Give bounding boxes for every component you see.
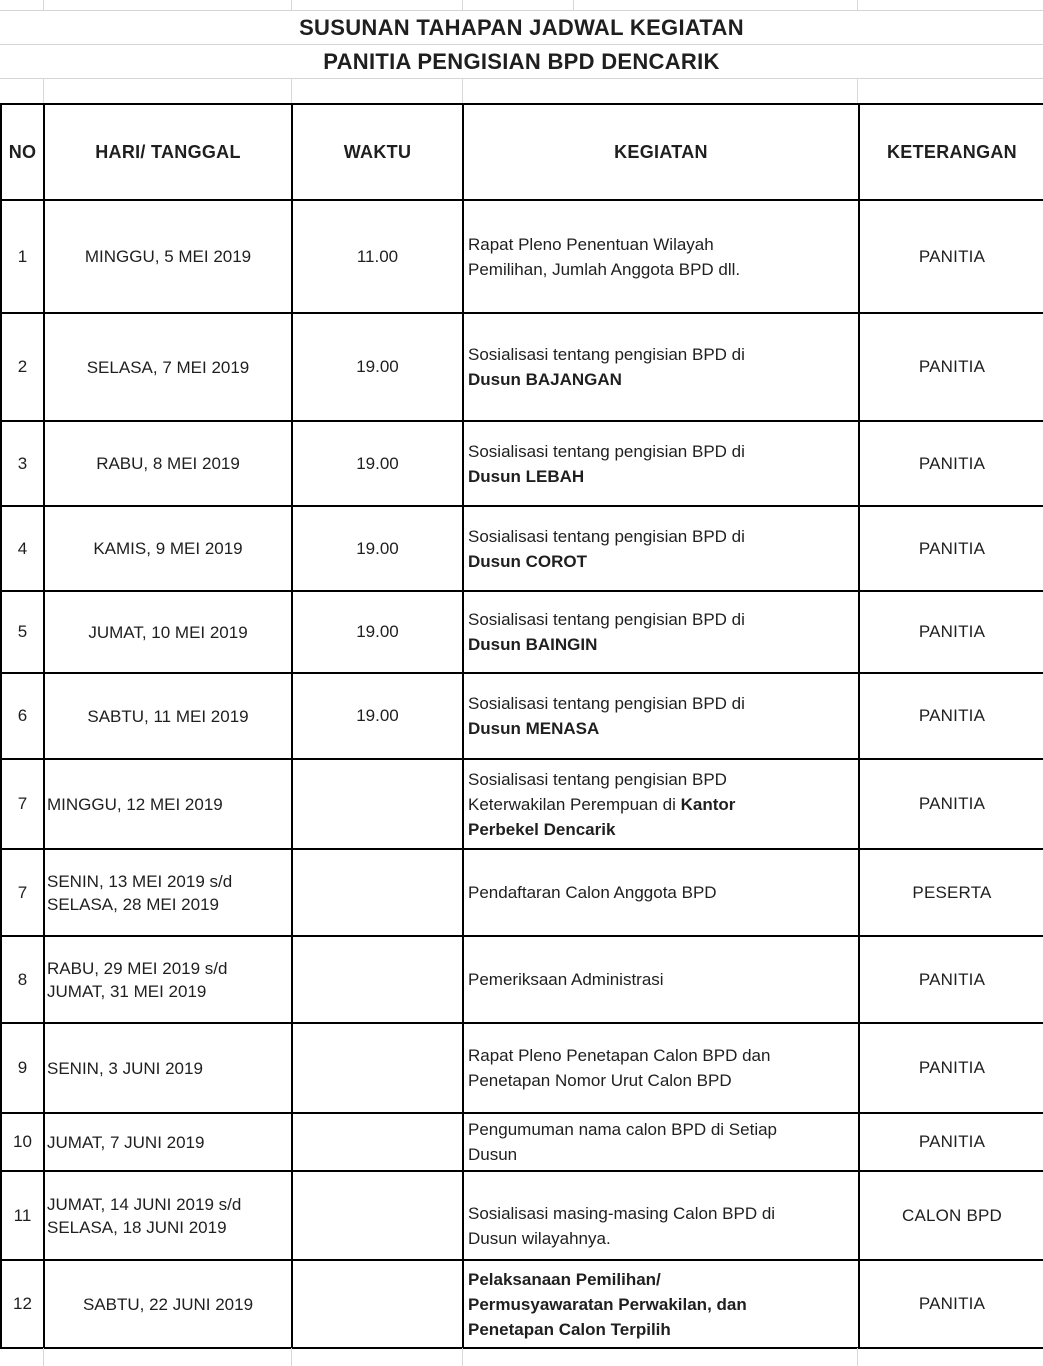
cell-kegiatan: Sosialisasi tentang pengisian BPD Keterwakilan Perempuan di Kantor Perbekel Dencarik: [463, 759, 859, 849]
col-header-hari-tanggal: HARI/ TANGGAL: [44, 104, 292, 200]
page-subtitle: PANITIA PENGISIAN BPD DENCARIK: [0, 45, 1043, 79]
col-header-kegiatan: KEGIATAN: [463, 104, 859, 200]
cell-waktu: 11.00: [292, 200, 463, 313]
cell-kegiatan: Pengumuman nama calon BPD di Setiap Dusun: [463, 1113, 859, 1171]
cell-hari-tanggal: RABU, 29 MEI 2019 s/d JUMAT, 31 MEI 2019: [44, 936, 292, 1023]
table-row: [1, 936, 1043, 1023]
cell-keterangan: PANITIA: [859, 200, 1043, 313]
cell-no: 2: [1, 313, 44, 421]
cell-keterangan: PANITIA: [859, 421, 1043, 506]
table-row: [1, 1113, 1043, 1171]
cell-keterangan: PANITIA: [859, 1113, 1043, 1171]
cell-kegiatan: Sosialisasi tentang pengisian BPD di Dusun BAJANGAN: [463, 313, 859, 421]
cell-kegiatan: Sosialisasi tentang pengisian BPD di Dusun COROT: [463, 506, 859, 591]
cell-hari-tanggal: JUMAT, 14 JUNI 2019 s/d SELASA, 18 JUNI 2019: [44, 1171, 292, 1260]
cell-waktu: [292, 1171, 463, 1260]
cell-kegiatan: Sosialisasi tentang pengisian BPD di Dusun BAINGIN: [463, 591, 859, 673]
cell-keterangan: PESERTA: [859, 849, 1043, 936]
cell-waktu: [292, 759, 463, 849]
cell-keterangan: PANITIA: [859, 591, 1043, 673]
cell-waktu: [292, 1023, 463, 1113]
cell-waktu: [292, 1260, 463, 1348]
cell-no: 5: [1, 591, 44, 673]
cell-keterangan: CALON BPD: [859, 1171, 1043, 1260]
cell-hari-tanggal: MINGGU, 5 MEI 2019: [44, 200, 292, 313]
cell-waktu: [292, 1113, 463, 1171]
cell-keterangan: PANITIA: [859, 759, 1043, 849]
cell-hari-tanggal: SABTU, 11 MEI 2019: [44, 673, 292, 759]
page-title: SUSUNAN TAHAPAN JADWAL KEGIATAN: [0, 11, 1043, 45]
cell-hari-tanggal: SELASA, 7 MEI 2019: [44, 313, 292, 421]
cell-hari-tanggal: SENIN, 3 JUNI 2019: [44, 1023, 292, 1113]
table-row: [1, 673, 1043, 759]
cell-kegiatan: Pemeriksaan Administrasi: [463, 936, 859, 1023]
cell-hari-tanggal: SABTU, 22 JUNI 2019: [44, 1260, 292, 1348]
cell-keterangan: PANITIA: [859, 313, 1043, 421]
cell-no: 7: [1, 849, 44, 936]
sheet-gridline-strip-bottom: [0, 1348, 1043, 1366]
cell-hari-tanggal: KAMIS, 9 MEI 2019: [44, 506, 292, 591]
cell-kegiatan: Sosialisasi tentang pengisian BPD di Dusun MENASA: [463, 673, 859, 759]
cell-waktu: 19.00: [292, 591, 463, 673]
cell-waktu: [292, 849, 463, 936]
cell-hari-tanggal: JUMAT, 10 MEI 2019: [44, 591, 292, 673]
cell-no: 9: [1, 1023, 44, 1113]
cell-waktu: 19.00: [292, 421, 463, 506]
cell-kegiatan: Sosialisasi tentang pengisian BPD di Dusun LEBAH: [463, 421, 859, 506]
schedule-table: [0, 103, 1043, 1349]
table-row: [1, 849, 1043, 936]
table-row: [1, 1260, 1043, 1348]
col-header-keterangan: KETERANGAN: [859, 104, 1043, 200]
cell-no: 7: [1, 759, 44, 849]
cell-hari-tanggal: MINGGU, 12 MEI 2019: [44, 759, 292, 849]
col-header-no: NO: [1, 104, 44, 200]
cell-kegiatan: Rapat Pleno Penetapan Calon BPD dan Penetapan Nomor Urut Calon BPD: [463, 1023, 859, 1113]
cell-no: 12: [1, 1260, 44, 1348]
table-row: [1, 421, 1043, 506]
table-row: [1, 506, 1043, 591]
cell-no: 1: [1, 200, 44, 313]
cell-no: 3: [1, 421, 44, 506]
table-row: [1, 200, 1043, 313]
cell-keterangan: PANITIA: [859, 506, 1043, 591]
schedule-table-body: [1, 200, 1043, 1348]
cell-waktu: [292, 936, 463, 1023]
table-row: [1, 759, 1043, 849]
cell-keterangan: PANITIA: [859, 936, 1043, 1023]
cell-no: 6: [1, 673, 44, 759]
cell-kegiatan: Sosialisasi masing-masing Calon BPD di Dusun wilayahnya.: [463, 1171, 859, 1260]
table-row: [1, 591, 1043, 673]
cell-hari-tanggal: SENIN, 13 MEI 2019 s/d SELASA, 28 MEI 2019: [44, 849, 292, 936]
cell-no: 8: [1, 936, 44, 1023]
cell-keterangan: PANITIA: [859, 1260, 1043, 1348]
cell-no: 11: [1, 1171, 44, 1260]
cell-waktu: 19.00: [292, 313, 463, 421]
sheet-gridline-strip-top: [0, 0, 1043, 11]
cell-no: 10: [1, 1113, 44, 1171]
cell-hari-tanggal: JUMAT, 7 JUNI 2019: [44, 1113, 292, 1171]
cell-hari-tanggal: RABU, 8 MEI 2019: [44, 421, 292, 506]
cell-waktu: 19.00: [292, 506, 463, 591]
cell-keterangan: PANITIA: [859, 1023, 1043, 1113]
table-row: [1, 1171, 1043, 1260]
header-row: [1, 104, 1043, 200]
col-header-waktu: WAKTU: [292, 104, 463, 200]
cell-kegiatan: Rapat Pleno Penentuan Wilayah Pemilihan, Jumlah Anggota BPD dll.: [463, 200, 859, 313]
cell-kegiatan: Pendaftaran Calon Anggota BPD: [463, 849, 859, 936]
sheet-empty-row: [0, 79, 1043, 103]
cell-kegiatan: Pelaksanaan Pemilihan/ Permusyawaratan Perwakilan, dan Penetapan Calon Terpilih: [463, 1260, 859, 1348]
table-row: [1, 1023, 1043, 1113]
cell-waktu: 19.00: [292, 673, 463, 759]
cell-keterangan: PANITIA: [859, 673, 1043, 759]
cell-no: 4: [1, 506, 44, 591]
table-row: [1, 313, 1043, 421]
